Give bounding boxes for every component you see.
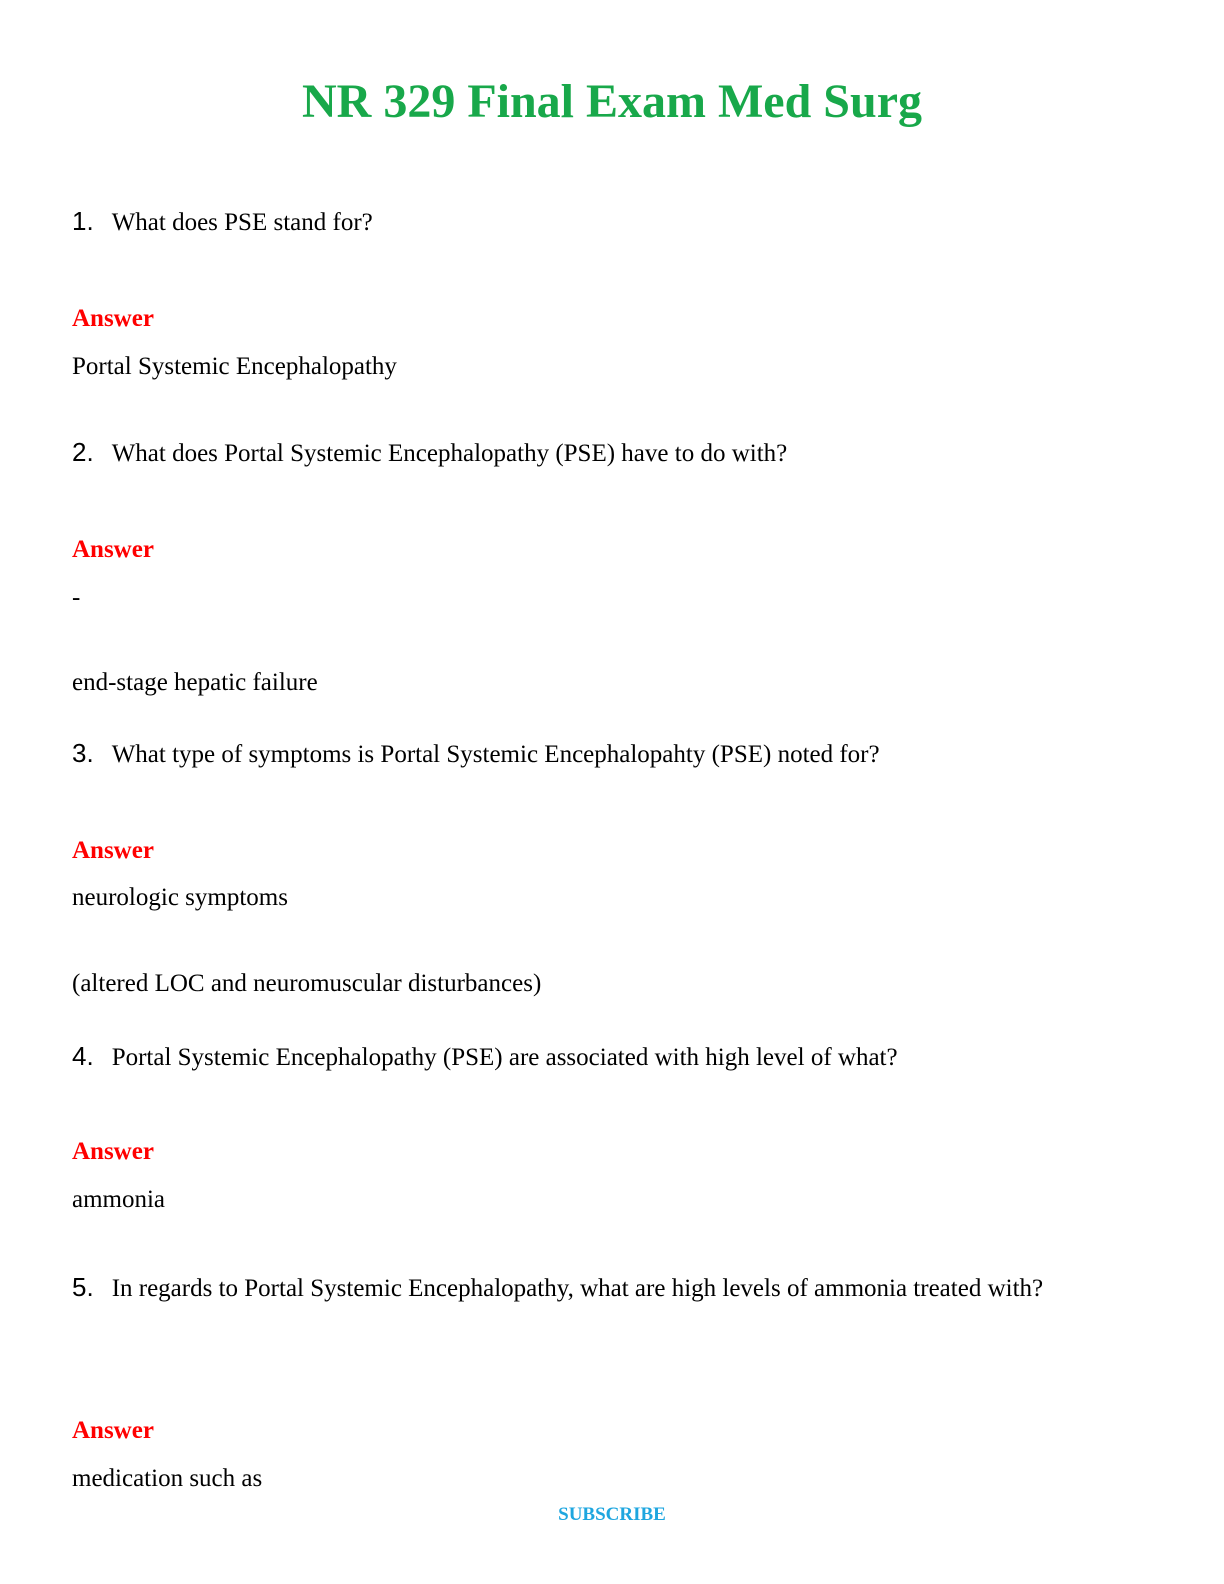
- answer-text: -: [72, 584, 81, 611]
- question-4: [72, 1033, 1162, 1081]
- answer-text: medication such as: [72, 1465, 263, 1492]
- question-1: [72, 198, 1162, 246]
- question-number: 2.: [72, 437, 94, 467]
- question-text: Portal Systemic Encephalopathy (PSE) are associated with high level of what?: [111, 1044, 898, 1071]
- subscribe-link[interactable]: SUBSCRIBE: [558, 1504, 666, 1525]
- answer-label: Answer: [72, 536, 154, 563]
- question-number: 5.: [72, 1272, 94, 1302]
- question-text: What does Portal Systemic Encephalopathy (PSE) have to do with?: [111, 440, 788, 467]
- question-number: 1.: [72, 206, 94, 236]
- answer-label: Answer: [72, 305, 154, 332]
- answer-label: Answer: [72, 1138, 154, 1165]
- answer-text: ammonia: [72, 1186, 166, 1213]
- question-text: What type of symptoms is Portal Systemic Encephalopahty (PSE) noted for?: [111, 741, 880, 768]
- question-5: [72, 1264, 1162, 1312]
- question-text: What does PSE stand for?: [111, 209, 373, 236]
- answer-text: (altered LOC and neuromuscular disturbances): [72, 970, 542, 997]
- page-title: NR 329 Final Exam Med Surg: [301, 75, 922, 128]
- question-number: 4.: [72, 1041, 94, 1071]
- answer-label: Answer: [72, 1417, 154, 1444]
- answer-label: Answer: [72, 837, 154, 864]
- answer-text: Portal Systemic Encephalopathy: [72, 353, 397, 380]
- answer-text: neurologic symptoms: [72, 884, 288, 911]
- question-2: [72, 429, 1162, 477]
- question-text: In regards to Portal Systemic Encephalopathy, what are high levels of ammonia treated with?: [111, 1275, 1044, 1302]
- question-number: 3.: [72, 738, 94, 768]
- answer-text: end-stage hepatic failure: [72, 669, 318, 696]
- question-3: [72, 730, 1162, 778]
